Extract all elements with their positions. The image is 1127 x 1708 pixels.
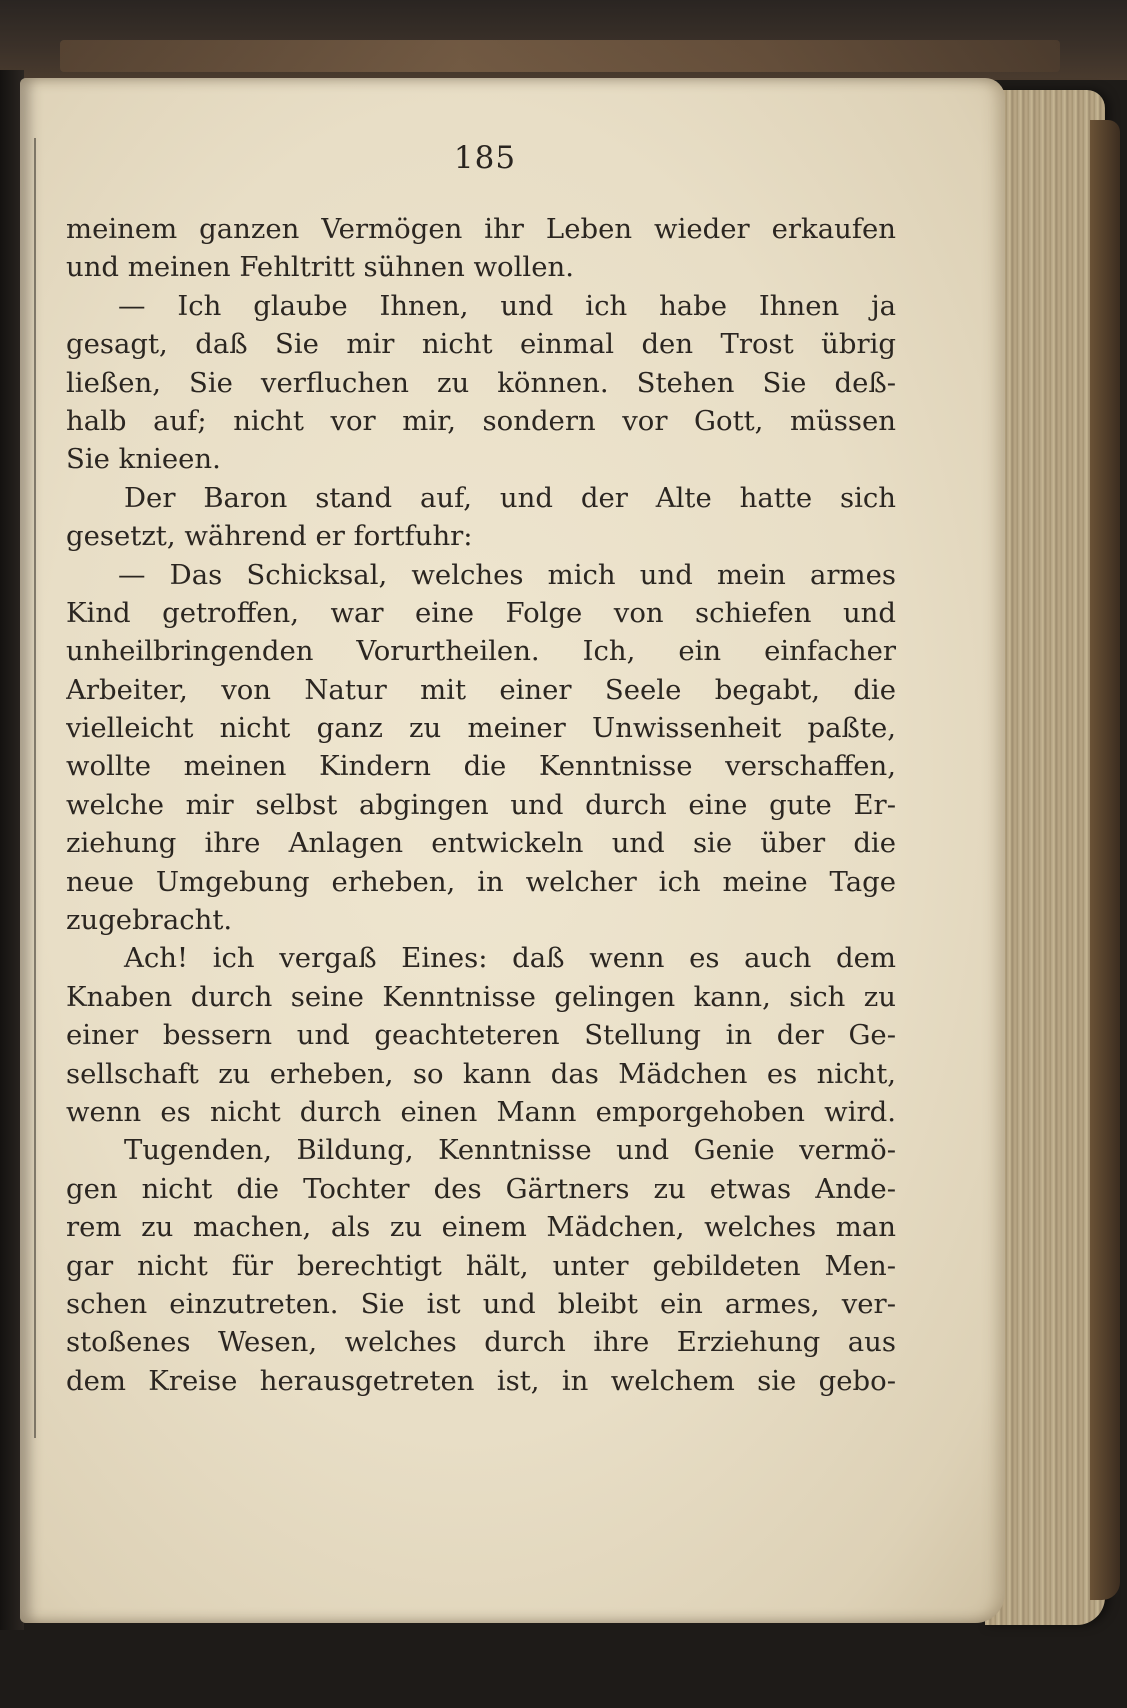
text-line: Kind getroffen, war eine Folge von schiefen und bbox=[66, 596, 896, 629]
page-text bbox=[66, 210, 896, 1400]
text-line: rem zu machen, als zu einem Mädchen, welches man bbox=[66, 1211, 896, 1244]
book-spine-edge bbox=[60, 40, 1060, 72]
text-line: unheilbringenden Vorurtheilen. Ich, ein einfacher bbox=[66, 635, 896, 668]
text-line: — Das Schicksal, welches mich und mein armes bbox=[118, 558, 896, 591]
book-page bbox=[20, 78, 1005, 1623]
text-line: vielleicht nicht ganz zu meiner Unwissenheit paßte, bbox=[66, 712, 896, 745]
text-line: und meinen Fehltritt sühnen wollen. bbox=[66, 251, 574, 284]
text-line: gesagt, daß Sie mir nicht einmal den Trost übrig bbox=[66, 328, 896, 361]
text-line: neue Umgebung erheben, in welcher ich meine Tage bbox=[66, 865, 896, 898]
text-line: ziehung ihre Anlagen entwickeln und sie über die bbox=[66, 827, 896, 860]
text-line: Ach! ich vergaß Eines: daß wenn es auch dem bbox=[124, 942, 896, 975]
text-line: stoßenes Wesen, welches durch ihre Erziehung aus bbox=[66, 1326, 896, 1359]
text-line: halb auf; nicht vor mir, sondern vor Gott, müssen bbox=[66, 404, 896, 437]
page-number: 185 bbox=[453, 140, 517, 176]
text-line: wollte meinen Kindern die Kenntnisse verschaffen, bbox=[66, 750, 896, 783]
text-line: sellschaft zu erheben, so kann das Mädchen es nicht, bbox=[66, 1057, 896, 1090]
text-line: Sie knieen. bbox=[66, 443, 221, 476]
text-line: Der Baron stand auf, und der Alte hatte sich bbox=[124, 481, 896, 514]
page-gutter bbox=[34, 138, 36, 1438]
text-line: dem Kreise herausgetreten ist, in welchem sie gebo- bbox=[66, 1364, 896, 1397]
text-line: gen nicht die Tochter des Gärtners zu etwas Ande- bbox=[66, 1172, 896, 1205]
text-line: meinem ganzen Vermögen ihr Leben wieder erkaufen bbox=[66, 213, 896, 245]
text-line: gesetzt, während er fortfuhr: bbox=[66, 520, 473, 553]
text-line: Knaben durch seine Kenntnisse gelingen kann, sich zu bbox=[66, 980, 896, 1013]
text-line: Tugenden, Bildung, Kenntnisse und Genie vermö- bbox=[124, 1134, 896, 1167]
text-line: schen einzutreten. Sie ist und bleibt ein armes, ver- bbox=[66, 1287, 896, 1320]
book-cover-right bbox=[1090, 120, 1120, 1600]
text-line: gar nicht für berechtigt hält, unter gebildeten Men- bbox=[66, 1249, 896, 1282]
text-line: zugebracht. bbox=[66, 904, 233, 937]
text-line: einer bessern und geachteteren Stellung in der Ge- bbox=[66, 1019, 896, 1052]
book-cover-top bbox=[0, 0, 1127, 80]
text-line: welche mir selbst abgingen und durch eine gute Er- bbox=[66, 788, 896, 821]
text-line: wenn es nicht durch einen Mann emporgehoben wird. bbox=[66, 1095, 896, 1128]
text-line: Arbeiter, von Natur mit einer Seele begabt, die bbox=[66, 673, 896, 706]
text-line: ließen, Sie verfluchen zu können. Stehen Sie deß- bbox=[66, 366, 896, 399]
text-line: — Ich glaube Ihnen, und ich habe Ihnen ja bbox=[118, 289, 896, 322]
